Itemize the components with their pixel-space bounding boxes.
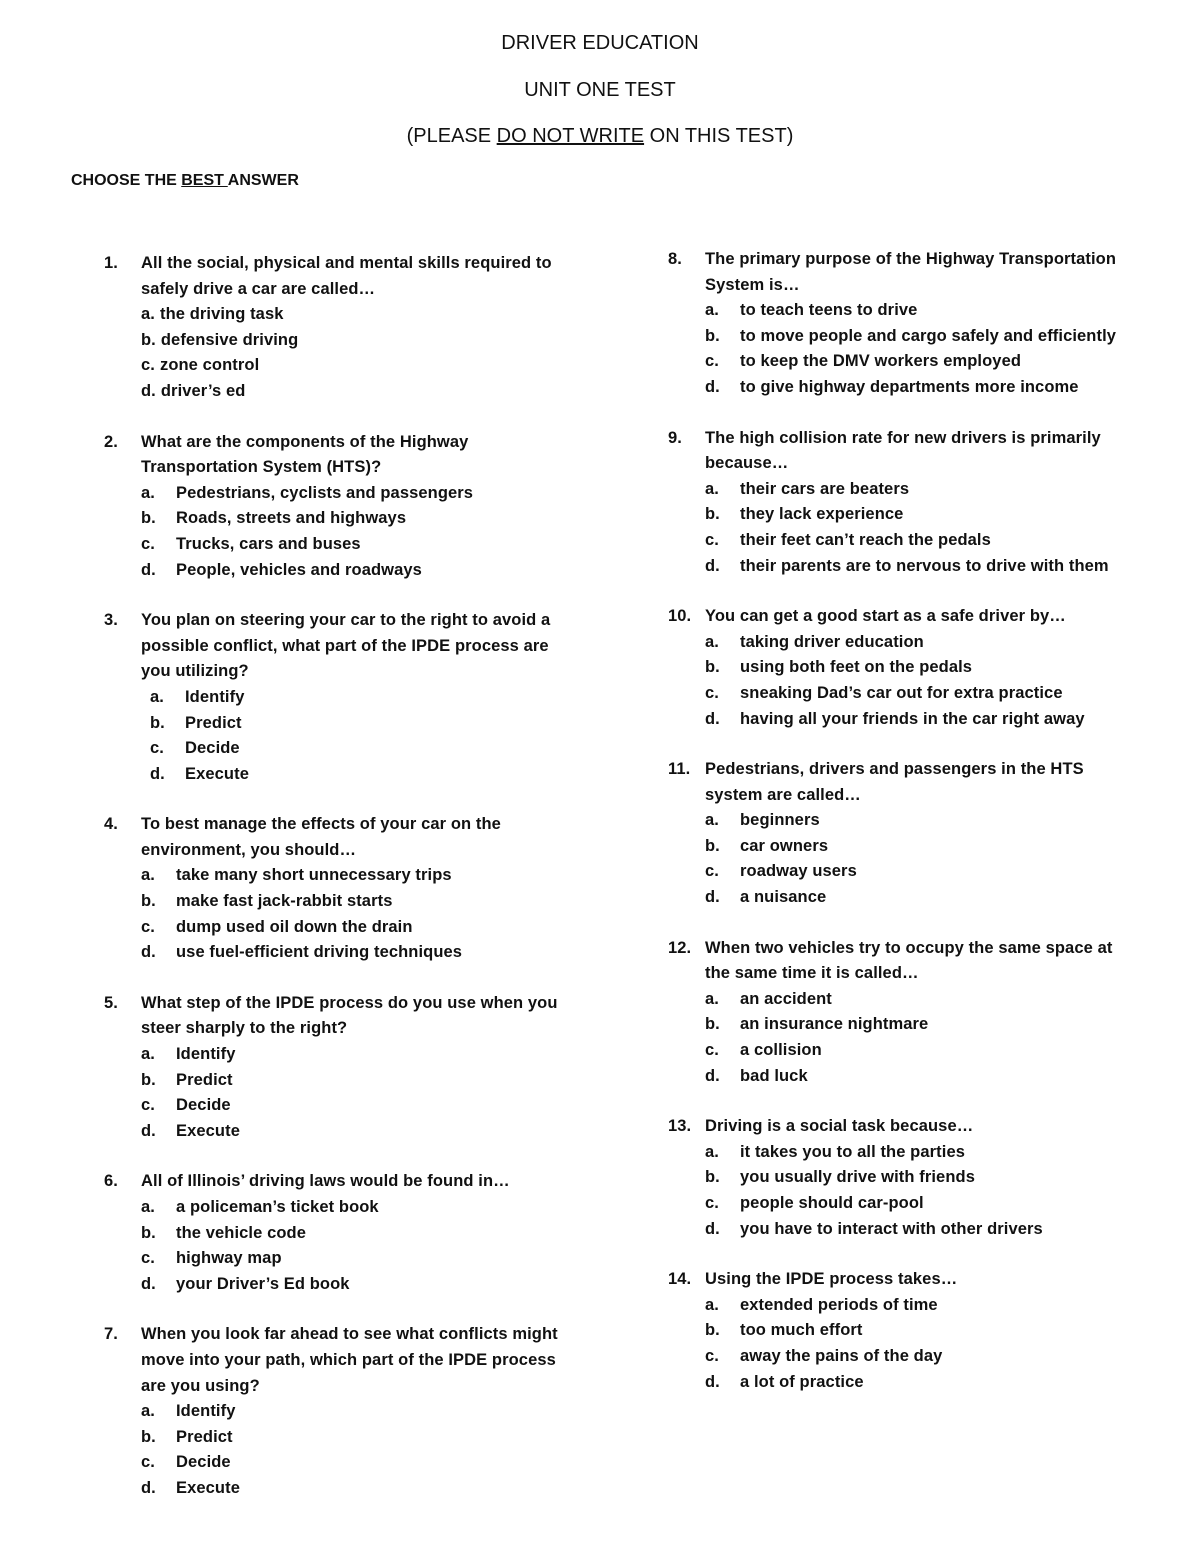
question-number: 12. bbox=[668, 938, 692, 957]
answer-option bbox=[705, 298, 1138, 324]
option-letter: a. bbox=[705, 301, 719, 320]
question-number: 1. bbox=[104, 254, 118, 272]
option-text: you usually drive with friends bbox=[740, 1168, 975, 1187]
question-stem bbox=[668, 1114, 1138, 1140]
answer-option bbox=[705, 987, 1138, 1013]
option-letter: d. bbox=[141, 1274, 156, 1293]
notice-underlined: DO NOT WRITE bbox=[496, 125, 645, 147]
question-text: You can get a good start as a safe driver by… bbox=[705, 607, 1066, 626]
option-letter: d. bbox=[705, 1219, 720, 1238]
answer-option bbox=[141, 506, 574, 532]
option-letter: c. bbox=[141, 1249, 155, 1268]
option-letter: d. bbox=[141, 560, 156, 579]
answer-option bbox=[141, 762, 574, 788]
option-text: their cars are beaters bbox=[740, 479, 910, 498]
question-text: When two vehicles try to occupy the same space at the same time it is called… bbox=[705, 938, 1113, 983]
option-text: dump used oil down the drain bbox=[176, 917, 413, 936]
instruction-before: CHOOSE THE bbox=[71, 172, 182, 189]
answer-option bbox=[141, 1119, 574, 1145]
option-letter: b. bbox=[141, 330, 156, 349]
option-text: Trucks, cars and buses bbox=[176, 534, 361, 553]
answer-options bbox=[141, 481, 574, 583]
answer-option bbox=[141, 302, 574, 328]
option-text: taking driver education bbox=[740, 632, 924, 651]
option-letter: d. bbox=[705, 888, 720, 907]
answer-option bbox=[705, 349, 1138, 375]
question-14 bbox=[668, 1267, 1138, 1395]
option-text: highway map bbox=[176, 1249, 282, 1268]
option-text: a collision bbox=[740, 1041, 822, 1060]
option-text: to give highway departments more income bbox=[740, 377, 1079, 396]
option-letter: a. bbox=[141, 483, 155, 502]
option-text: use fuel-efficient driving techniques bbox=[176, 943, 463, 962]
answer-options bbox=[141, 1399, 574, 1501]
question-4 bbox=[104, 812, 574, 966]
answer-options bbox=[705, 987, 1138, 1089]
option-letter: b. bbox=[705, 1015, 720, 1034]
question-5 bbox=[104, 991, 574, 1145]
question-11 bbox=[668, 757, 1138, 911]
question-stem bbox=[104, 251, 574, 302]
document-title: DRIVER EDUCATION bbox=[501, 32, 699, 54]
option-text: People, vehicles and roadways bbox=[176, 560, 422, 579]
option-letter: b. bbox=[705, 505, 720, 524]
question-12 bbox=[668, 936, 1138, 1090]
option-letter: d. bbox=[705, 1066, 720, 1085]
left-column bbox=[104, 251, 574, 1527]
option-text: your Driver’s Ed book bbox=[176, 1274, 350, 1293]
option-text: bad luck bbox=[740, 1066, 808, 1085]
question-number: 8. bbox=[668, 250, 682, 268]
answer-option bbox=[705, 1217, 1138, 1243]
option-letter: a. bbox=[705, 1142, 719, 1161]
question-number: 13. bbox=[668, 1117, 692, 1136]
question-stem bbox=[104, 1169, 574, 1195]
answer-options bbox=[141, 302, 574, 404]
option-letter: c. bbox=[705, 862, 719, 881]
question-text: All the social, physical and mental skills required to safely drive a car are called… bbox=[141, 254, 552, 298]
option-text: people should car-pool bbox=[740, 1194, 924, 1212]
option-letter: c. bbox=[141, 1096, 155, 1115]
question-stem bbox=[104, 1322, 574, 1399]
question-text: The primary purpose of the Highway Transportation System is… bbox=[705, 250, 1117, 294]
answer-option bbox=[705, 1191, 1138, 1217]
answer-option bbox=[705, 502, 1138, 528]
option-letter: d. bbox=[141, 943, 156, 962]
option-letter: d. bbox=[141, 1478, 156, 1497]
option-letter: b. bbox=[141, 1223, 156, 1242]
question-10 bbox=[668, 604, 1138, 732]
answer-option bbox=[141, 863, 574, 889]
option-letter: d. bbox=[705, 377, 720, 396]
instruction-line bbox=[71, 170, 299, 192]
option-text: Execute bbox=[176, 1478, 240, 1497]
question-stem bbox=[104, 991, 574, 1042]
answer-option bbox=[705, 1293, 1138, 1319]
option-text: car owners bbox=[740, 836, 829, 855]
answer-option bbox=[141, 328, 574, 354]
question-text: You plan on steering your car to the right to avoid a possible conflict, what part of the IPDE process are you utilizing? bbox=[141, 611, 551, 681]
answer-option bbox=[705, 1318, 1138, 1344]
option-letter: b. bbox=[705, 836, 720, 855]
option-text: their parents are to nervous to drive with them bbox=[740, 556, 1109, 575]
question-7 bbox=[104, 1322, 574, 1501]
answer-option bbox=[141, 1042, 574, 1068]
option-text: defensive driving bbox=[160, 330, 299, 349]
answer-option bbox=[705, 1038, 1138, 1064]
option-text: using both feet on the pedals bbox=[740, 658, 973, 677]
answer-options bbox=[705, 477, 1138, 579]
option-text: you have to interact with other drivers bbox=[740, 1219, 1043, 1238]
question-1 bbox=[104, 251, 574, 405]
answer-options bbox=[705, 630, 1138, 732]
option-letter: d. bbox=[705, 709, 720, 728]
document-subtitle: UNIT ONE TEST bbox=[524, 79, 676, 101]
answer-option bbox=[141, 940, 574, 966]
question-number: 9. bbox=[668, 428, 682, 447]
question-text: What are the components of the Highway Transportation System (HTS)? bbox=[141, 432, 469, 477]
question-stem bbox=[104, 812, 574, 863]
option-letter: c. bbox=[141, 534, 155, 553]
option-letter: c. bbox=[141, 1453, 155, 1472]
question-number: 3. bbox=[104, 611, 118, 630]
question-text: Driving is a social task because… bbox=[705, 1117, 974, 1136]
question-stem bbox=[104, 430, 574, 481]
option-letter: a. bbox=[705, 811, 719, 830]
option-text: Decide bbox=[185, 739, 240, 758]
answer-option bbox=[141, 1246, 574, 1272]
answer-option bbox=[141, 736, 574, 762]
answer-option bbox=[705, 834, 1138, 860]
option-text: the driving task bbox=[159, 305, 284, 324]
option-letter: a. bbox=[141, 1198, 155, 1216]
answer-option bbox=[141, 1221, 574, 1247]
option-letter: d. bbox=[705, 1372, 720, 1391]
answer-options bbox=[705, 1293, 1138, 1395]
answer-option bbox=[705, 681, 1138, 707]
question-number: 5. bbox=[104, 993, 118, 1012]
answer-option bbox=[141, 1399, 574, 1425]
option-letter: a. bbox=[141, 1402, 155, 1421]
option-text: the vehicle code bbox=[176, 1223, 306, 1242]
question-8 bbox=[668, 247, 1138, 401]
question-text: All of Illinois’ driving laws would be found in… bbox=[141, 1172, 510, 1191]
question-number: 7. bbox=[104, 1325, 118, 1344]
option-text: Predict bbox=[185, 713, 242, 732]
question-number: 10. bbox=[668, 607, 692, 626]
answer-option bbox=[705, 324, 1138, 350]
question-number: 4. bbox=[104, 815, 118, 834]
option-text: Execute bbox=[176, 1121, 240, 1140]
option-letter: c. bbox=[705, 1041, 719, 1060]
answer-options bbox=[141, 863, 574, 965]
answer-option bbox=[141, 889, 574, 915]
instruction-underlined: BEST bbox=[181, 172, 228, 189]
option-text: Roads, streets and highways bbox=[176, 509, 407, 528]
answer-options bbox=[705, 808, 1138, 910]
option-text: it takes you to all the parties bbox=[740, 1142, 965, 1161]
option-text: make fast jack-rabbit starts bbox=[176, 892, 393, 911]
answer-option bbox=[141, 532, 574, 558]
option-letter: a. bbox=[705, 479, 719, 498]
option-text: roadway users bbox=[740, 862, 857, 881]
option-text: Pedestrians, cyclists and passengers bbox=[176, 483, 474, 502]
question-text: Pedestrians, drivers and passengers in the HTS system are called… bbox=[705, 760, 1084, 804]
answer-option bbox=[705, 885, 1138, 911]
answer-option bbox=[705, 808, 1138, 834]
answer-option bbox=[705, 630, 1138, 656]
answer-option bbox=[705, 1140, 1138, 1166]
option-letter: b. bbox=[705, 1168, 720, 1187]
option-text: Decide bbox=[176, 1096, 231, 1115]
option-text: a policeman’s ticket book bbox=[176, 1198, 379, 1216]
option-text: an accident bbox=[740, 989, 832, 1008]
question-number: 6. bbox=[104, 1172, 118, 1191]
question-stem bbox=[668, 1267, 1138, 1293]
answer-option bbox=[141, 1195, 574, 1221]
instruction-after: ANSWER bbox=[227, 172, 299, 189]
answer-option bbox=[141, 1450, 574, 1476]
option-letter: c. bbox=[705, 1346, 719, 1365]
option-letter: a. bbox=[150, 687, 164, 706]
answer-options bbox=[141, 1195, 574, 1297]
question-text: The high collision rate for new drivers is primarily because… bbox=[705, 428, 1101, 473]
answer-option bbox=[705, 1165, 1138, 1191]
answer-option bbox=[141, 1476, 574, 1502]
question-3 bbox=[104, 608, 574, 787]
option-letter: b. bbox=[705, 326, 720, 345]
option-text: take many short unnecessary trips bbox=[176, 866, 452, 885]
question-stem bbox=[668, 604, 1138, 630]
answer-option bbox=[705, 528, 1138, 554]
answer-option bbox=[141, 1093, 574, 1119]
option-text: Identify bbox=[176, 1402, 236, 1421]
option-text: they lack experience bbox=[740, 505, 904, 524]
option-letter: c. bbox=[705, 530, 719, 549]
option-text: to keep the DMV workers employed bbox=[740, 352, 1022, 371]
do-not-write-notice bbox=[0, 124, 1200, 148]
option-letter: b. bbox=[705, 1321, 720, 1340]
option-letter: a. bbox=[705, 1295, 719, 1314]
option-letter: d. bbox=[705, 556, 720, 575]
option-text: Predict bbox=[176, 1427, 233, 1446]
answer-option bbox=[141, 685, 574, 711]
option-text: a lot of practice bbox=[740, 1372, 864, 1391]
question-stem bbox=[668, 757, 1138, 808]
option-text: extended periods of time bbox=[740, 1295, 938, 1314]
answer-option bbox=[141, 1272, 574, 1298]
question-9 bbox=[668, 426, 1138, 580]
answer-option bbox=[705, 1064, 1138, 1090]
option-letter: d. bbox=[141, 381, 156, 400]
option-letter: d. bbox=[141, 1121, 156, 1140]
option-letter: b. bbox=[150, 713, 165, 732]
question-text: Using the IPDE process takes… bbox=[705, 1270, 958, 1289]
question-stem bbox=[668, 247, 1138, 298]
answer-option bbox=[705, 859, 1138, 885]
answer-option bbox=[141, 1068, 574, 1094]
question-6 bbox=[104, 1169, 574, 1297]
answer-option bbox=[141, 915, 574, 941]
question-text: What step of the IPDE process do you use when you steer sharply to the right? bbox=[141, 993, 558, 1038]
option-letter: a. bbox=[141, 1045, 155, 1064]
answer-option bbox=[705, 655, 1138, 681]
answer-option bbox=[705, 1012, 1138, 1038]
question-13 bbox=[668, 1114, 1138, 1242]
notice-before: (PLEASE bbox=[406, 125, 497, 147]
option-letter: b. bbox=[141, 892, 156, 911]
answer-option bbox=[141, 711, 574, 737]
question-stem bbox=[668, 936, 1138, 987]
option-letter: a. bbox=[705, 989, 719, 1008]
option-text: Execute bbox=[185, 764, 249, 783]
option-text: beginners bbox=[740, 811, 820, 830]
option-text: having all your friends in the car right away bbox=[740, 709, 1085, 728]
option-text: too much effort bbox=[740, 1321, 863, 1340]
answer-options bbox=[141, 1042, 574, 1144]
answer-option bbox=[141, 379, 574, 405]
option-letter: d. bbox=[150, 764, 165, 783]
answer-option bbox=[705, 707, 1138, 733]
question-text: To best manage the effects of your car on the environment, you should… bbox=[141, 815, 501, 859]
option-letter: a. bbox=[141, 866, 155, 885]
answer-option bbox=[141, 353, 574, 379]
option-text: Decide bbox=[176, 1453, 231, 1472]
option-letter: c. bbox=[705, 352, 719, 371]
option-letter: b. bbox=[705, 658, 720, 677]
option-text: sneaking Dad’s car out for extra practice bbox=[740, 683, 1063, 702]
question-number: 11. bbox=[668, 760, 691, 779]
notice-after: ON THIS TEST) bbox=[644, 125, 794, 147]
option-text: a nuisance bbox=[740, 888, 827, 907]
question-number: 2. bbox=[104, 432, 118, 451]
option-text: zone control bbox=[159, 356, 260, 375]
option-text: away the pains of the day bbox=[740, 1346, 943, 1365]
option-letter: c. bbox=[141, 917, 155, 936]
answer-options bbox=[141, 685, 574, 787]
option-letter: c. bbox=[150, 739, 164, 758]
question-text: When you look far ahead to see what conflicts might move into your path, which part of the IPDE process are you using? bbox=[141, 1325, 558, 1395]
option-text: their feet can’t reach the pedals bbox=[740, 530, 991, 549]
answer-option bbox=[705, 554, 1138, 580]
option-letter: c. bbox=[141, 356, 155, 375]
option-text: driver’s ed bbox=[160, 381, 246, 400]
answer-option bbox=[141, 558, 574, 584]
right-column bbox=[668, 247, 1138, 1420]
option-text: Predict bbox=[176, 1070, 233, 1089]
question-stem bbox=[104, 608, 574, 685]
answer-options bbox=[705, 1140, 1138, 1242]
option-letter: b. bbox=[141, 1427, 156, 1446]
answer-option bbox=[141, 1425, 574, 1451]
option-letter: a. bbox=[705, 632, 719, 651]
option-letter: a. bbox=[141, 305, 155, 324]
answer-options bbox=[705, 298, 1138, 400]
answer-option bbox=[705, 375, 1138, 401]
option-letter: b. bbox=[141, 509, 156, 528]
question-number: 14. bbox=[668, 1270, 692, 1289]
option-letter: c. bbox=[705, 1194, 719, 1212]
answer-option bbox=[705, 1344, 1138, 1370]
option-text: Identify bbox=[176, 1045, 236, 1064]
option-letter: b. bbox=[141, 1070, 156, 1089]
option-letter: c. bbox=[705, 683, 719, 702]
option-text: to move people and cargo safely and efficiently bbox=[740, 326, 1117, 345]
answer-option bbox=[705, 1370, 1138, 1396]
option-text: to teach teens to drive bbox=[740, 301, 918, 320]
question-2 bbox=[104, 430, 574, 584]
answer-option bbox=[705, 477, 1138, 503]
question-stem bbox=[668, 426, 1138, 477]
option-text: Identify bbox=[185, 687, 245, 706]
answer-option bbox=[141, 481, 574, 507]
option-text: an insurance nightmare bbox=[740, 1015, 929, 1034]
